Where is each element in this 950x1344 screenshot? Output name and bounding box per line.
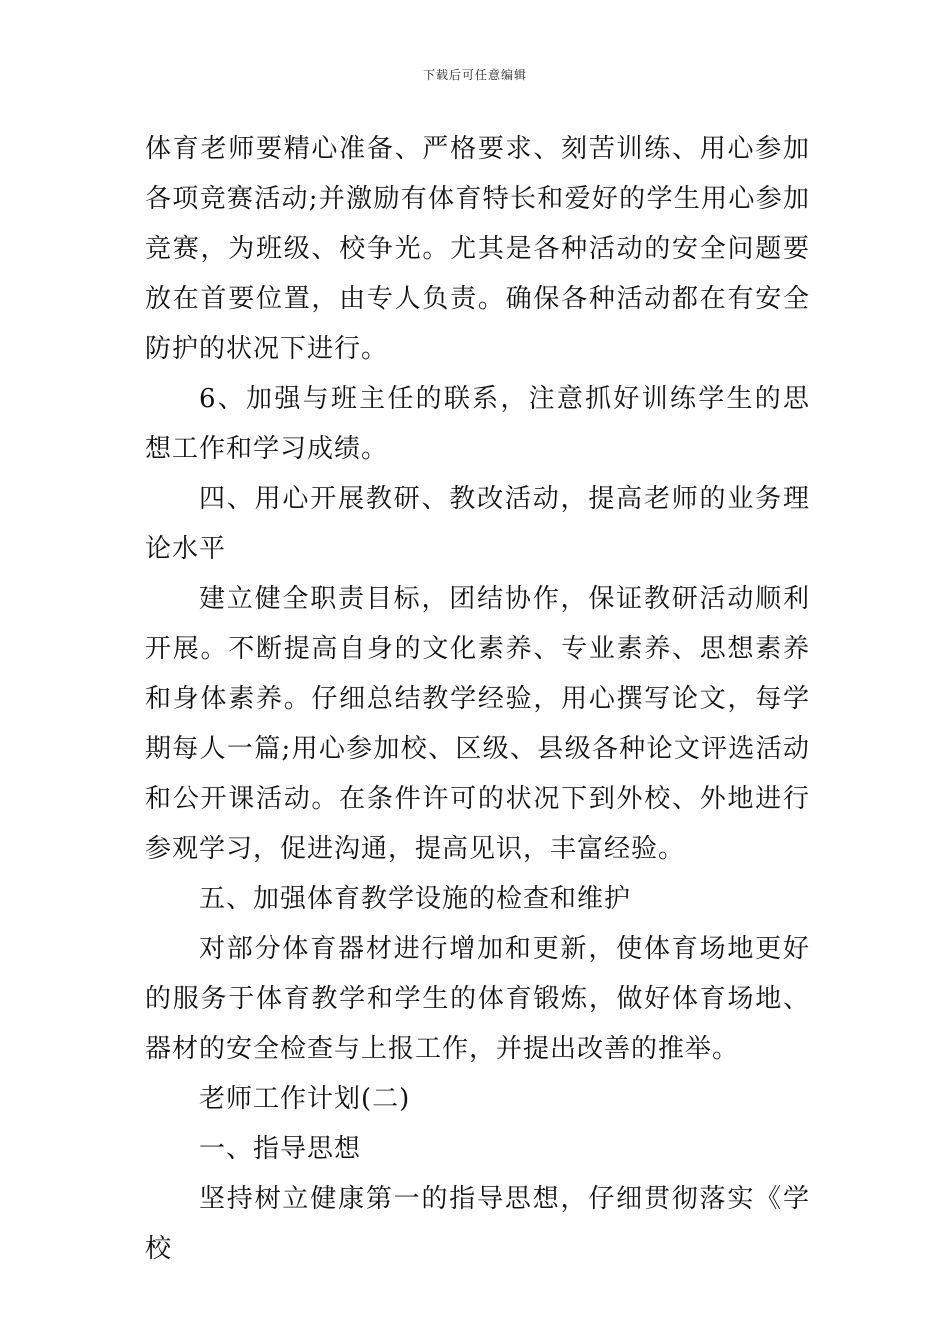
page-header-note: 下载后可任意编辑 (422, 68, 527, 82)
section-heading-1: 一、指导思想 (199, 1134, 362, 1164)
paragraph-item-6: 6、加强与班主任的联系，注意抓好训练学生的思想工作和学习成绩。 (145, 384, 810, 464)
paragraph-continuation: 体育老师要精心准备、严格要求、刻苦训练、用心参加各项竞赛活动;并激励有体育特长和爱好的学生用心参加竞赛，为班级、校争光。尤其是各种活动的安全问题要放在首要位置，由专人负责。确保各种活动都在有安全防护的状况下进行。 (145, 134, 810, 364)
paragraph-equipment: 对部分体育器材进行增加和更新，使体育场地更好的服务于体育教学和学生的体育锻炼，做好体育场地、器材的安全检查与上报工作，并提出改善的推举。 (145, 934, 810, 1064)
section-heading-4: 四、用心开展教研、教改活动，提高老师的业务理论水平 (145, 484, 810, 564)
section-heading-5: 五、加强体育教学设施的检查和维护 (199, 884, 632, 914)
document-body (145, 124, 810, 1274)
paragraph-guiding-thought: 坚持树立健康第一的指导思想，仔细贯彻落实《学校 (145, 1184, 810, 1264)
document-subtitle: 老师工作计划(二) (199, 1084, 411, 1114)
paragraph-teaching-research: 建立健全职责目标，团结协作，保证教研活动顺利开展。不断提高自身的文化素养、专业素养、思想素养和身体素养。仔细总结教学经验，用心撰写论文，每学期每人一篇;用心参加校、区级、县级各种论文评选活动和公开课活动。在条件许可的状况下到外校、外地进行参观学习，促进沟通，提高见识，丰富经验。 (145, 584, 810, 864)
